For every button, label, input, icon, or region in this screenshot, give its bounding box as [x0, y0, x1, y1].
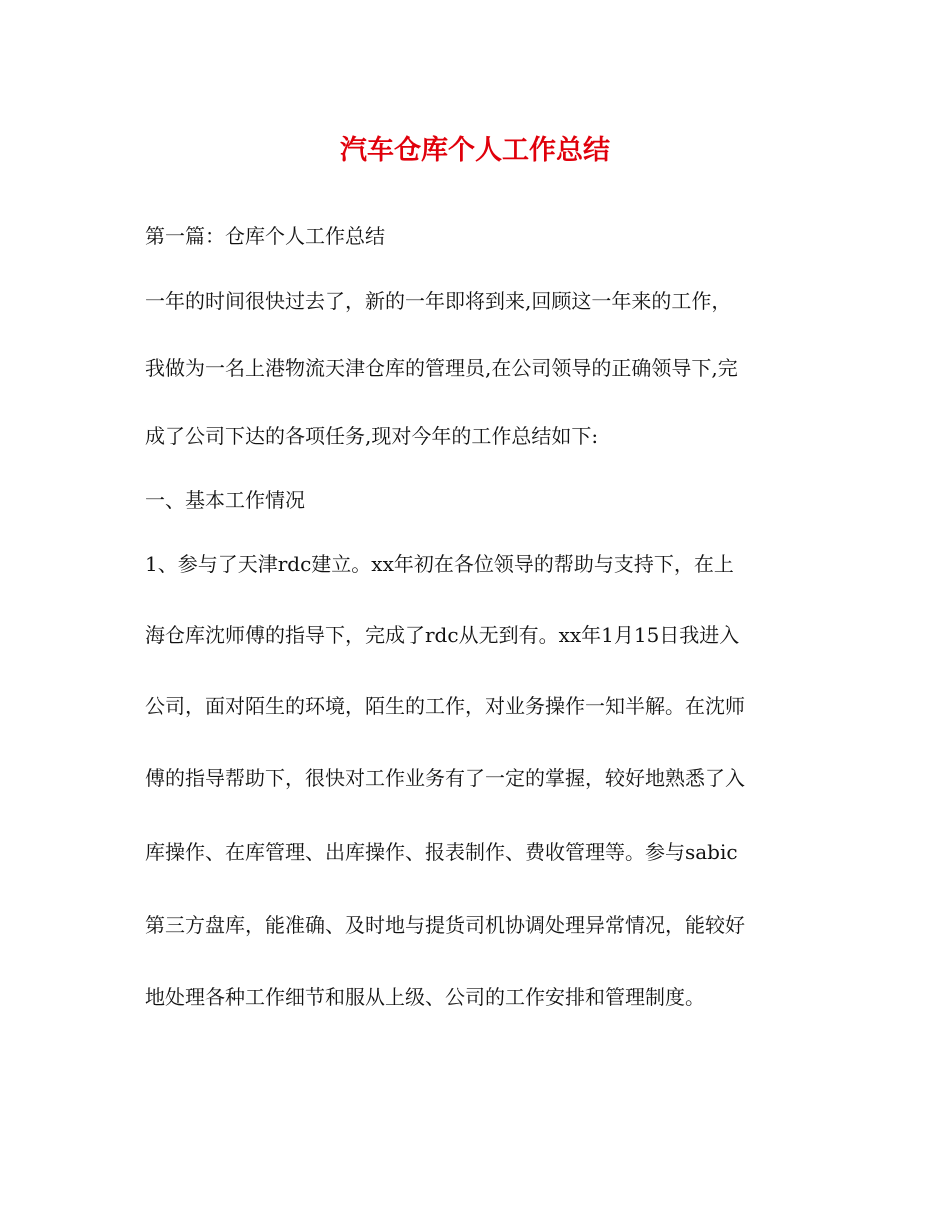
body-line: 公司，面对陌生的环境，陌生的工作，对业务操作一知半解。在沈师: [145, 694, 745, 718]
document-title: 汽车仓库个人工作总结: [340, 135, 610, 166]
body-line: 第三方盘库，能准确、及时地与提货司机协调处理异常情况，能较好: [145, 913, 745, 937]
body-line: 库操作、在库管理、出库操作、报表制作、费收管理等。参与sabic: [145, 840, 738, 864]
body-line: 我做为一名上港物流天津仓库的管理员,在公司领导的正确领导下,完: [145, 356, 738, 380]
body-line: 一年的时间很快过去了，新的一年即将到来,回顾这一年来的工作，: [145, 289, 732, 313]
body-line: 海仓库沈师傅的指导下，完成了rdc从无到有。xx年1月15日我进入: [145, 623, 740, 647]
body-line: 傅的指导帮助下，很快对工作业务有了一定的掌握，较好地熟悉了入: [145, 766, 745, 790]
body-line: 1、参与了天津rdc建立。xx年初在各位领导的帮助与支持下，在上: [145, 552, 734, 576]
subsection-heading: 一、基本工作情况: [145, 488, 305, 512]
body-line: 成了公司下达的各项任务,现对今年的工作总结如下:: [145, 424, 599, 448]
section-heading: 第一篇：仓库个人工作总结: [145, 224, 385, 248]
body-line: 地处理各种工作细节和服从上级、公司的工作安排和管理制度。: [145, 985, 705, 1009]
